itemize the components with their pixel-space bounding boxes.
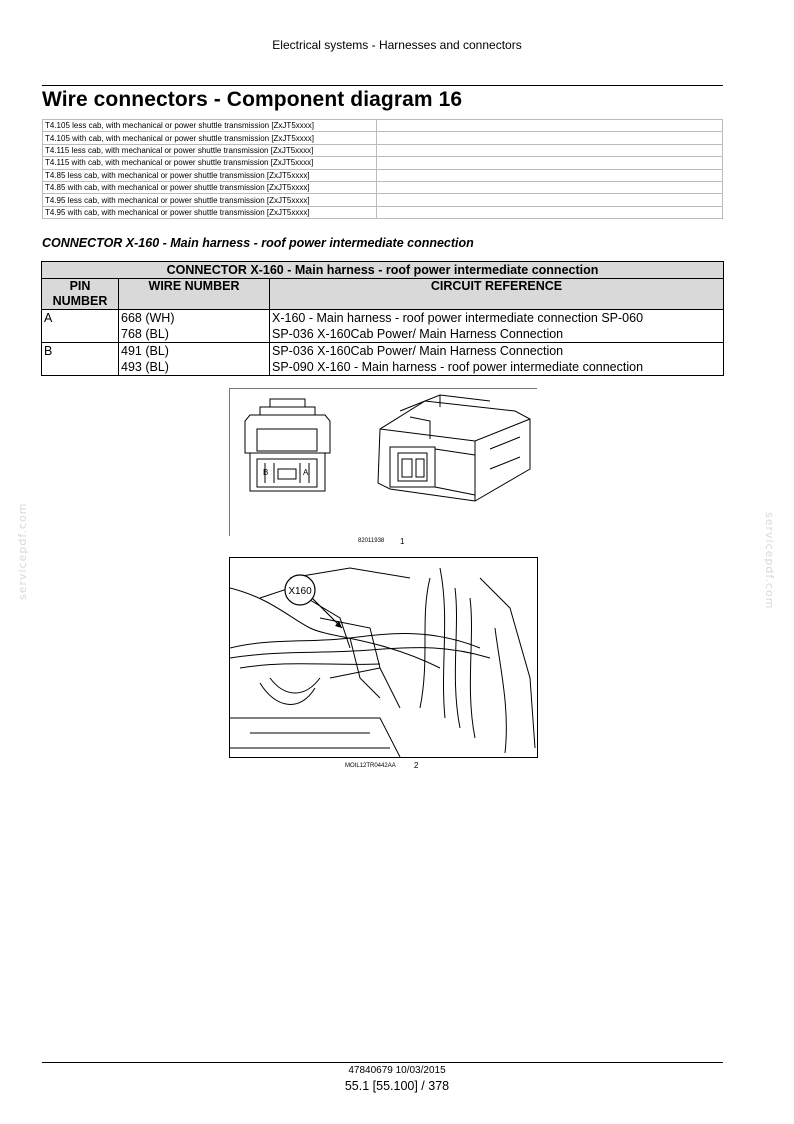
applicability-row	[43, 132, 723, 144]
table-row	[42, 310, 724, 343]
applicability-row	[43, 181, 723, 193]
applicability-text: T4.95 with cab, with mechanical or power shuttle transmission [ZxJT5xxxx]	[43, 206, 377, 218]
connector-section-title: CONNECTOR X-160 - Main harness - roof power intermediate connection	[42, 236, 474, 250]
applicability-row	[43, 120, 723, 132]
applicability-text: T4.95 less cab, with mechanical or power shuttle transmission [ZxJT5xxxx]	[43, 194, 377, 206]
pin-b-label: B	[263, 468, 269, 477]
wire-cell	[119, 343, 270, 376]
applicability-text: T4.115 less cab, with mechanical or power shuttle transmission [ZxJT5xxxx]	[43, 144, 377, 156]
circuit-reference-header: CIRCUIT REFERENCE	[270, 279, 724, 310]
figure-number: 2	[414, 761, 419, 770]
watermark: servicepdf.com	[763, 512, 776, 610]
pin-cell: A	[42, 310, 119, 343]
page-title: Wire connectors - Component diagram 16	[42, 88, 463, 111]
applicability-row	[43, 206, 723, 218]
applicability-text: T4.105 less cab, with mechanical or power shuttle transmission [ZxJT5xxxx]	[43, 120, 377, 132]
footer-rule	[42, 1062, 723, 1063]
page-number: 55.1 [55.100] / 378	[344, 1079, 450, 1093]
header-rule	[42, 85, 723, 86]
applicability-row	[43, 194, 723, 206]
circuit-cell	[270, 310, 724, 343]
figure-code: MOIL12TR0442AA	[345, 763, 396, 769]
figure-number: 1	[400, 537, 405, 546]
connector-table	[41, 261, 724, 376]
applicability-row	[43, 144, 723, 156]
wire-number: 493 (BL)	[121, 360, 169, 374]
circuit-reference: SP-090 X-160 - Main harness - roof power intermediate connection	[272, 360, 644, 374]
harness-location-figure	[229, 557, 538, 758]
connector-drawing-figure	[229, 388, 537, 536]
figure-code: 82011938	[358, 538, 385, 544]
wire-number: 768 (BL)	[121, 327, 169, 341]
running-header: Electrical systems - Harnesses and connectors	[272, 38, 522, 52]
circuit-reference: X-160 - Main harness - roof power intermediate connection SP-060	[272, 311, 644, 325]
applicability-row	[43, 157, 723, 169]
circuit-reference: SP-036 X-160Cab Power/ Main Harness Connection	[272, 344, 564, 358]
pin-number-header: PIN NUMBER	[42, 279, 119, 310]
applicability-table	[42, 119, 723, 219]
applicability-text: T4.115 with cab, with mechanical or power shuttle transmission [ZxJT5xxxx]	[43, 157, 377, 169]
watermark: servicepdf.com	[16, 502, 29, 600]
pin-cell: B	[42, 343, 119, 376]
wire-cell	[119, 310, 270, 343]
callout-label: X160	[288, 586, 312, 597]
pin-a-label: A	[303, 468, 309, 477]
harness-location-drawing	[230, 558, 537, 757]
connector-drawing	[230, 389, 537, 536]
applicability-text: T4.85 less cab, with mechanical or power shuttle transmission [ZxJT5xxxx]	[43, 169, 377, 181]
applicability-row	[43, 169, 723, 181]
applicability-text: T4.105 with cab, with mechanical or power shuttle transmission [ZxJT5xxxx]	[43, 132, 377, 144]
wire-number: 668 (WH)	[121, 311, 175, 325]
table-row	[42, 343, 724, 376]
connector-table-caption: CONNECTOR X-160 - Main harness - roof power intermediate connection	[42, 262, 724, 279]
document-code: 47840679 10/03/2015	[348, 1065, 446, 1076]
applicability-text: T4.85 with cab, with mechanical or power shuttle transmission [ZxJT5xxxx]	[43, 181, 377, 193]
wire-number: 491 (BL)	[121, 344, 169, 358]
circuit-reference: SP-036 X-160Cab Power/ Main Harness Connection	[272, 327, 564, 341]
circuit-cell	[270, 343, 724, 376]
wire-number-header: WIRE NUMBER	[119, 279, 270, 310]
